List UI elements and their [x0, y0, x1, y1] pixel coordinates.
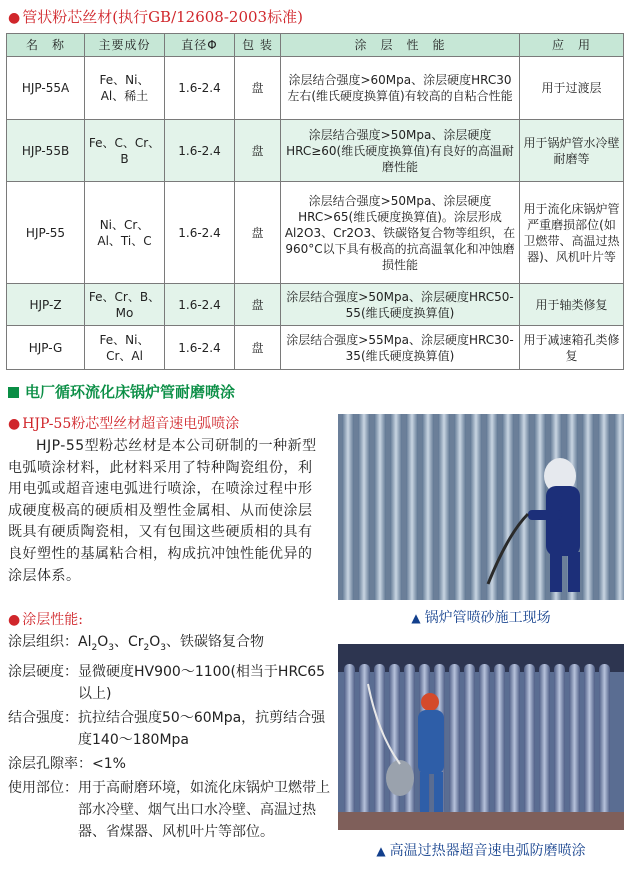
catalog-title	[8, 6, 303, 28]
property-value: $Al_2O_3$、$Cr_2O_3$、铁碳铬复合物	[78, 634, 264, 653]
performance: 涂层结合强度>50Mpa、涂层硬度HRC≥60(维氏硬度换算值)有良好的高温耐磨性能	[281, 120, 520, 182]
application: 用于过渡层	[520, 57, 624, 120]
column-header: 主要成份	[85, 34, 165, 57]
section-heading-text: 电厂循环流化床锅炉管耐磨喷涂	[25, 383, 236, 401]
property-label: 结合强度：	[8, 709, 78, 726]
application: 用于减速箱孔类修复	[520, 326, 624, 370]
superheater-spraying-photo	[338, 644, 624, 830]
property-item	[8, 707, 330, 751]
properties-heading	[8, 609, 83, 629]
bullet-dot-icon: ●	[8, 612, 21, 628]
application: 用于锅炉管水冷壁耐磨等	[520, 120, 624, 182]
package: 盘	[235, 284, 281, 326]
table-header-row	[7, 34, 624, 57]
product-name: HJP-G	[7, 326, 85, 370]
property-label: 涂层组织：	[8, 634, 78, 650]
product-name: HJP-55B	[7, 120, 85, 182]
column-header: 包 装	[235, 34, 281, 57]
property-label: 涂层孔隙率：	[8, 755, 92, 772]
subtitle-text: HJP-55粉芯型丝材超音速电弧喷涂	[22, 416, 240, 432]
performance: 涂层结合强度>55Mpa、涂层硬度HRC30-35(维氏硬度换算值)	[281, 326, 520, 370]
package: 盘	[235, 57, 281, 120]
property-label: 涂层硬度：	[8, 663, 78, 680]
section-heading	[8, 382, 235, 402]
application: 用于轴类修复	[520, 284, 624, 326]
caption-text: 高温过热器超音速电弧防磨喷涂	[389, 843, 586, 859]
property-item	[8, 661, 330, 705]
performance: 涂层结合强度>50Mpa、涂层硬度HRC>65(维氏硬度换算值)。涂层形成Al2O3、Cr2O3、铁碳铬复合物等组织，在960°C以下具有极高的抗高温氧化和冲蚀磨损性能	[281, 182, 520, 284]
property-item	[8, 753, 330, 775]
composition: Ni、Cr、Al、Ti、C	[85, 182, 165, 284]
photo-caption	[338, 840, 624, 860]
composition: Fe、Cr、B、Mo	[85, 284, 165, 326]
boiler-tubes-image	[338, 414, 624, 600]
table-row	[7, 120, 624, 182]
bullet-dot-icon: ●	[8, 416, 21, 432]
product-name: HJP-55A	[7, 57, 85, 120]
property-item	[8, 631, 330, 659]
boiler-sandblasting-photo	[338, 414, 624, 600]
diameter: 1.6-2.4	[165, 284, 235, 326]
description-paragraph: HJP-55型粉芯丝材是本公司研制的一种新型电弧喷涂材料，此材料采用了特种陶瓷组份，利用电弧或超音速电弧进行喷涂，在喷涂过程中形成硬度极高的硬质相及塑性金属相、从而使涂层既具有硬质陶瓷相，又有包围这些硬质相的具有良好塑性的基属粘合相，构成抗冲蚀性能优异的涂层体系。	[8, 438, 317, 584]
property-item	[8, 777, 330, 843]
column-header: 直径Φ	[165, 34, 235, 57]
diameter: 1.6-2.4	[165, 57, 235, 120]
package: 盘	[235, 120, 281, 182]
column-header: 应 用	[520, 34, 624, 57]
application: 用于流化床锅炉管严重磨损部位(如卫燃带、高温过热器)、风机叶片等	[520, 182, 624, 284]
properties-list	[8, 631, 330, 845]
photo-caption	[338, 607, 624, 627]
composition: Fe、C、Cr、B	[85, 120, 165, 182]
diameter: 1.6-2.4	[165, 326, 235, 370]
property-value: <1%	[92, 755, 126, 772]
performance: 涂层结合强度>50Mpa、涂层硬度HRC50-55(维氏硬度换算值)	[281, 284, 520, 326]
property-value: 用于高耐磨环境，如流化床锅炉卫燃带上部水冷壁、烟气出口水冷壁、高温过热器、省煤器、风机叶片等部位。	[78, 779, 330, 840]
composition: Fe、Ni、Al、稀土	[85, 57, 165, 120]
column-header: 涂 层 性 能	[281, 34, 520, 57]
bullet-dot-icon: ●	[8, 10, 21, 26]
table-row	[7, 326, 624, 370]
table-row	[7, 182, 624, 284]
properties-heading-text: 涂层性能:	[22, 612, 83, 628]
diameter: 1.6-2.4	[165, 120, 235, 182]
subtitle-arc-spray	[8, 413, 239, 433]
property-value: 显微硬度HV900～1100(相当于HRC65以上)	[78, 663, 326, 702]
product-name: HJP-55	[7, 182, 85, 284]
table-row	[7, 57, 624, 120]
caption-text: 锅炉管喷砂施工现场	[424, 610, 551, 626]
superheater-tubes-image	[338, 644, 624, 830]
column-header: 名 称	[7, 34, 85, 57]
triangle-up-icon: ▲	[411, 611, 421, 625]
composition: Fe、Ni、Cr、Al	[85, 326, 165, 370]
product-name: HJP-Z	[7, 284, 85, 326]
diameter: 1.6-2.4	[165, 182, 235, 284]
triangle-up-icon: ▲	[376, 844, 386, 858]
catalog-title-text: 管状粉芯丝材(执行GB/12608-2003标准)	[22, 8, 303, 26]
property-label: 使用部位：	[8, 779, 78, 796]
property-value: 抗拉结合强度50～60Mpa，抗剪结合强度140～180Mpa	[78, 709, 326, 748]
performance: 涂层结合强度>60Mpa、涂层硬度HRC30左右(维氏硬度换算值)有较高的自粘合性能	[281, 57, 520, 120]
table-row	[7, 284, 624, 326]
package: 盘	[235, 182, 281, 284]
package: 盘	[235, 326, 281, 370]
green-square-icon	[8, 387, 19, 398]
product-spec-table	[6, 33, 624, 370]
